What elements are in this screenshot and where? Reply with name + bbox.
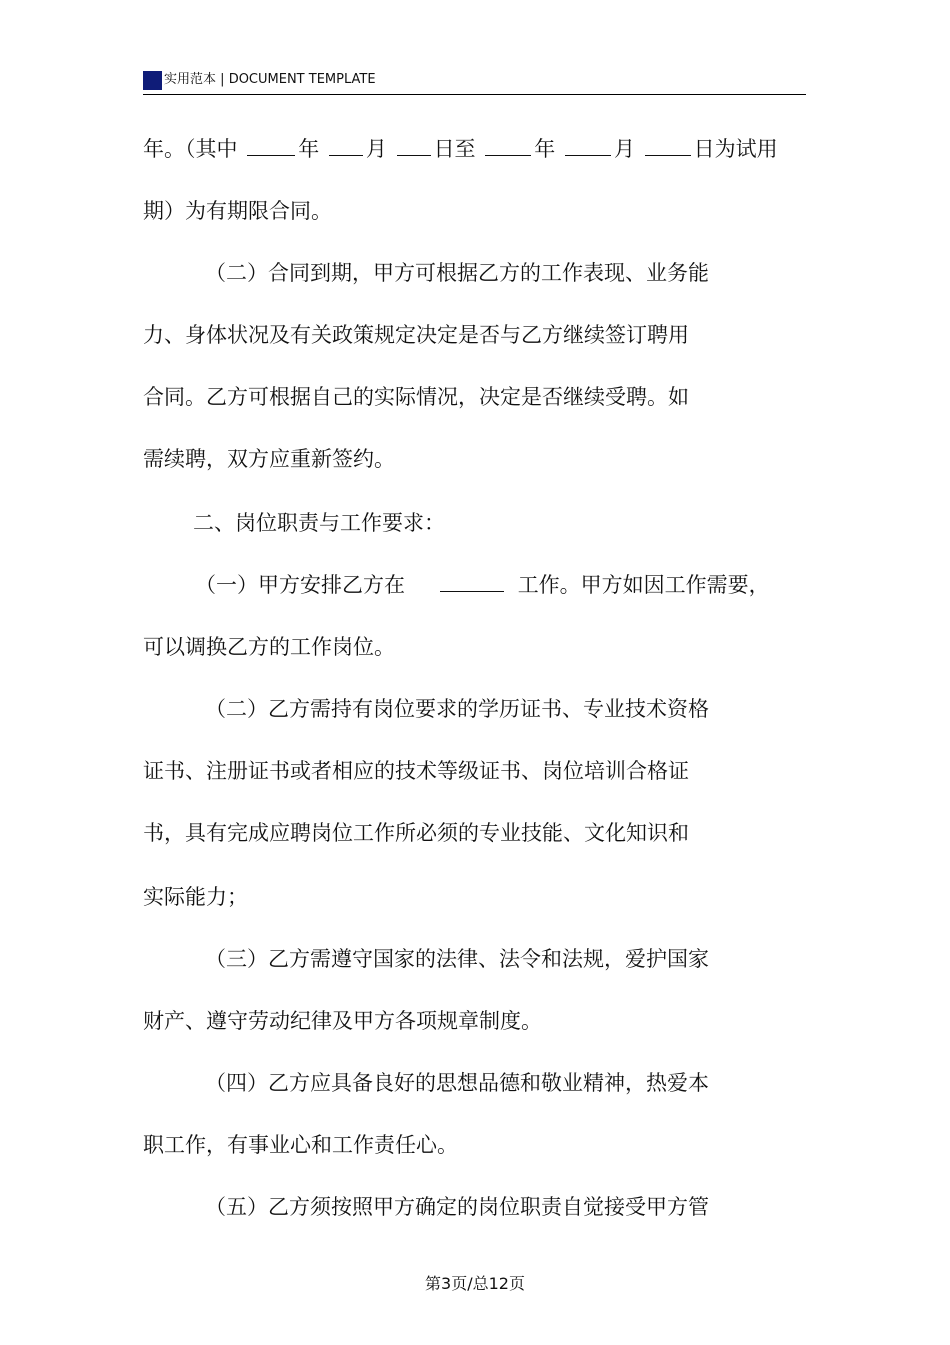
- fill-blank-day-end: [645, 131, 691, 156]
- fill-blank-day-start: [397, 131, 431, 156]
- header-separator: |: [220, 72, 225, 87]
- fill-blank-year-end: [485, 131, 531, 156]
- page-number: 第3页/总12页: [425, 1274, 525, 1293]
- fill-blank-position: [440, 567, 504, 592]
- section-heading: 二、岗位职责与工作要求：: [193, 511, 445, 535]
- text-segment: 日为试用: [693, 137, 778, 161]
- fill-blank-year-start: [247, 131, 295, 156]
- text-segment: 年: [534, 137, 556, 161]
- paragraph-line: 力、身体状况及有关政策规定决定是否与乙方继续签订聘用: [143, 323, 689, 347]
- text-segment: 月: [365, 137, 387, 161]
- text-segment: 工作。甲方如因工作需要，: [517, 573, 770, 597]
- page-header: [143, 70, 806, 95]
- header-text: [164, 71, 376, 89]
- paragraph-line: （五）乙方须按照甲方确定的岗位职责自觉接受甲方管: [205, 1195, 709, 1219]
- paragraph-line: 证书、注册证书或者相应的技术等级证书、岗位培训合格证: [143, 759, 689, 783]
- header-subtitle: DOCUMENT TEMPLATE: [228, 72, 376, 87]
- paragraph-line: （三）乙方需遵守国家的法律、法令和法规，爱护国家: [205, 947, 709, 971]
- paragraph-line: （二）合同到期，甲方可根据乙方的工作表现、业务能: [205, 261, 709, 285]
- paragraph-line: 可以调换乙方的工作岗位。: [143, 635, 395, 659]
- paragraph-line: 期）为有期限合同。: [143, 199, 332, 223]
- paragraph-line: [143, 129, 778, 169]
- paragraph-line: 书，具有完成应聘岗位工作所必须的专业技能、文化知识和: [143, 821, 689, 845]
- paragraph-line: 需续聘，双方应重新签约。: [143, 447, 395, 471]
- paragraph-line: 实际能力；: [143, 885, 248, 909]
- paragraph-line: [195, 565, 770, 605]
- text-segment: 月: [613, 137, 635, 161]
- paragraph-line: 财产、遵守劳动纪律及甲方各项规章制度。: [143, 1009, 542, 1033]
- text-segment: 日至: [433, 137, 476, 161]
- paragraph-line: （二）乙方需持有岗位要求的学历证书、专业技术资格: [205, 697, 709, 721]
- text-segment: 年。（其中: [143, 137, 238, 161]
- paragraph-line: 职工作，有事业心和工作责任心。: [143, 1133, 458, 1157]
- header-title: 实用范本: [164, 72, 217, 87]
- text-segment: （一）甲方安排乙方在: [195, 573, 405, 597]
- paragraph-line: （四）乙方应具备良好的思想品德和敬业精神，热爱本: [205, 1071, 709, 1095]
- paragraph-line: 合同。乙方可根据自己的实际情况，决定是否继续受聘。如: [143, 385, 689, 409]
- text-segment: 年: [298, 137, 320, 161]
- fill-blank-month-end: [565, 131, 611, 156]
- logo-square-icon: [143, 71, 162, 90]
- fill-blank-month-start: [329, 131, 363, 156]
